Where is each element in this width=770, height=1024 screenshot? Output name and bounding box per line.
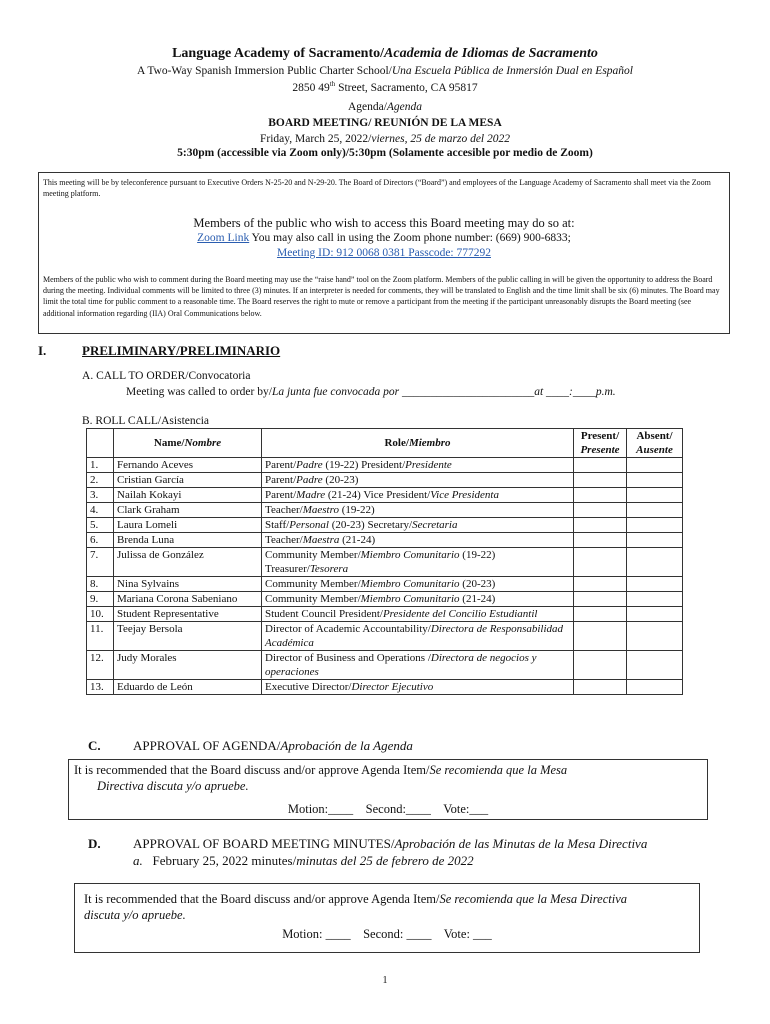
roll-call-table: [86, 428, 683, 695]
table-row: [87, 458, 683, 473]
member-role: Director of Business and Operations /Directora de negocios y operaciones: [262, 651, 574, 680]
member-role: Teacher/Maestra (21-24): [262, 533, 574, 548]
member-role: Parent/Padre (20-23): [262, 473, 574, 488]
absent-cell: [627, 458, 683, 473]
meeting-time: 5:30pm (accessible via Zoom only)/5:30pm (Solamente accesible por medio de Zoom): [177, 147, 593, 159]
member-name: Teejay Bersola: [114, 622, 262, 651]
absent-cell: [627, 548, 683, 577]
roll-call-heading: B. ROLL CALL/Asistencia: [82, 415, 210, 427]
table-row: [87, 592, 683, 607]
member-name: Mariana Corona Sabeniano: [114, 592, 262, 607]
school-address: 2850 49th Street, Sacramento, CA 95817: [292, 80, 478, 94]
public-access-text: Members of the public who wish to access this Board meeting may do so at:: [193, 216, 575, 230]
meeting-id-line: [39, 247, 729, 259]
member-name: Fernando Aceves: [114, 458, 262, 473]
section-d-title: APPROVAL OF BOARD MEETING MINUTES/Aprobación de las Minutas de la Mesa Directiva: [133, 836, 648, 851]
row-number: 7.: [87, 548, 114, 577]
present-cell: [574, 503, 627, 518]
row-number: 11.: [87, 622, 114, 651]
row-number: 9.: [87, 592, 114, 607]
minutes-item: a. February 25, 2022 minutes/minutas del 25 de febrero de 2022: [133, 853, 474, 868]
document-title: Language Academy of Sacramento/Academia de Idiomas de Sacramento: [172, 46, 598, 61]
call-to-order-heading: A. CALL TO ORDER/Convocatoria: [82, 370, 251, 382]
present-cell: [574, 473, 627, 488]
row-number: 5.: [87, 518, 114, 533]
agenda-recommendation: It is recommended that the Board discuss and/or approve Agenda Item/Se recomienda que la Mesa: [74, 763, 568, 777]
present-cell: [574, 518, 627, 533]
agenda-label: Agenda/Agenda: [347, 101, 423, 113]
table-row: [87, 607, 683, 622]
absent-cell: [627, 503, 683, 518]
member-name: Nina Sylvains: [114, 577, 262, 592]
absent-cell: [627, 533, 683, 548]
meeting-id-link[interactable]: Meeting ID: 912 0068 0381: [276, 247, 409, 259]
zoom-link[interactable]: Zoom Link: [197, 232, 250, 244]
member-role: Community Member/Miembro Comunitario (20-23): [262, 577, 574, 592]
member-name: Student Representative: [114, 607, 262, 622]
section-c-label: C.: [88, 738, 101, 753]
present-cell: [574, 607, 627, 622]
member-name: Clark Graham: [114, 503, 262, 518]
table-row: [87, 473, 683, 488]
notice-intro: This meeting will be by teleconference pursuant to Executive Orders N-25-20 and N-29-20. The Board of Directors (“Board”) and employees of the Language Academy of Sacramento shall meet via the Zoom meeting platform.: [43, 178, 711, 199]
agenda-approval-box: It is recommended that the Board discuss and/or approve Agenda Item/Se recomienda que la Mesa Directiva discuta y/o apruebe. Motion:____ Second:____ Vote:___: [68, 759, 708, 820]
table-row: [87, 503, 683, 518]
absent-cell: [627, 680, 683, 695]
section-number: I.: [38, 343, 47, 358]
row-number: 12.: [87, 651, 114, 680]
row-number: 10.: [87, 607, 114, 622]
col-present: Present/ Presente: [574, 429, 627, 458]
absent-cell: [627, 577, 683, 592]
present-cell: [574, 548, 627, 577]
present-cell: [574, 592, 627, 607]
present-cell: [574, 458, 627, 473]
table-row: [87, 680, 683, 695]
present-cell: [574, 488, 627, 503]
absent-cell: [627, 518, 683, 533]
comment-rules: Members of the public who wish to comment during the Board meeting may use the “raise hand” tool on the Zoom platform. Members of the public calling in will be given the opportunity to address the Board during the meeting. Individual comments will be limited to three (3) minutes. If an interpreter is needed for comments, they will be translated to English and the time limit shall be six (6) minutes. The Board may limit the total time for public comment to a reasonable time. The Board reserves the right to mute or remove a participant from the meeting if the participant unreasonably disrupts the Board meeting (see additional information regarding (IIA) Oral Communications below.: [43, 275, 720, 318]
absent-cell: [627, 592, 683, 607]
member-role: Parent/Madre (21-24) Vice President/Vice Presidenta: [262, 488, 574, 503]
passcode-link[interactable]: Passcode: 777292: [408, 247, 491, 259]
member-name: Julissa de González: [114, 548, 262, 577]
absent-cell: [627, 651, 683, 680]
absent-cell: [627, 607, 683, 622]
present-cell: [574, 680, 627, 695]
member-role: Teacher/Maestro (19-22): [262, 503, 574, 518]
row-number: 13.: [87, 680, 114, 695]
section-title: PRELIMINARY/PRELIMINARIO: [82, 343, 281, 358]
present-cell: [574, 651, 627, 680]
member-role: Parent/Padre (19-22) President/Presidente: [262, 458, 574, 473]
school-subtitle: A Two-Way Spanish Immersion Public Charter School/Una Escuela Pública de Inmersión Dual en Español: [136, 65, 633, 77]
page-number: 1: [382, 975, 388, 986]
member-role: Community Member/Miembro Comunitario (21-24): [262, 592, 574, 607]
member-role: Community Member/Miembro Comunitario (19-22) Treasurer/Tesorera: [262, 548, 574, 577]
member-role: Director of Academic Accountability/Directora de Responsabilidad Académica: [262, 622, 574, 651]
minutes-motion-line: Motion: ____ Second: ____ Vote: ___: [282, 927, 492, 941]
row-number: 3.: [87, 488, 114, 503]
row-number: 6.: [87, 533, 114, 548]
col-name: Name/Nombre: [114, 429, 262, 458]
member-name: Eduardo de León: [114, 680, 262, 695]
member-role: Student Council President/Presidente del Concilio Estudiantil: [262, 607, 574, 622]
member-name: Nailah Kokayi: [114, 488, 262, 503]
table-row: [87, 533, 683, 548]
table-row: [87, 622, 683, 651]
member-role: Executive Director/Director Ejecutivo: [262, 680, 574, 695]
present-cell: [574, 533, 627, 548]
table-row: [87, 488, 683, 503]
absent-cell: [627, 473, 683, 488]
col-role: Role/Miembro: [262, 429, 574, 458]
zoom-line: Zoom Link You may also call in using the Zoom phone number: (669) 900-6833;: [197, 232, 571, 244]
member-name: Cristian García: [114, 473, 262, 488]
minutes-approval-box: It is recommended that the Board discuss and/or approve Agenda Item/Se recomienda que la Mesa Directiva discuta y/o apruebe. Motion: ____ Second: ____ Vote: ___: [74, 883, 700, 953]
meeting-date: Friday, March 25, 2022/viernes, 25 de marzo del 2022: [260, 133, 510, 145]
member-role: Staff/Personal (20-23) Secretary/Secretaria: [262, 518, 574, 533]
minutes-recommendation: It is recommended that the Board discuss and/or approve Agenda Item/Se recomienda que la Mesa Directiva: [84, 892, 628, 906]
col-absent: Absent/ Ausente: [627, 429, 683, 458]
present-cell: [574, 622, 627, 651]
table-row: [87, 518, 683, 533]
member-name: Laura Lomeli: [114, 518, 262, 533]
row-number: 8.: [87, 577, 114, 592]
member-name: Judy Morales: [114, 651, 262, 680]
row-number: 2.: [87, 473, 114, 488]
present-cell: [574, 577, 627, 592]
agenda-motion-line: Motion:____ Second:____ Vote:___: [287, 802, 489, 816]
row-number: 1.: [87, 458, 114, 473]
meeting-title: BOARD MEETING/ REUNIÓN DE LA MESA: [268, 117, 502, 129]
table-row: [87, 577, 683, 592]
row-number: 4.: [87, 503, 114, 518]
table-row: [87, 651, 683, 680]
absent-cell: [627, 622, 683, 651]
table-row: [87, 548, 683, 577]
member-name: Brenda Luna: [114, 533, 262, 548]
section-c-title: APPROVAL OF AGENDA/Aprobación de la Agenda: [133, 738, 413, 753]
call-to-order-text: Meeting was called to order by/La junta fue convocada por _______________________at ____:____p.m.: [126, 386, 616, 398]
section-d-label: D.: [88, 836, 101, 851]
teleconference-notice: [38, 172, 730, 334]
absent-cell: [627, 488, 683, 503]
